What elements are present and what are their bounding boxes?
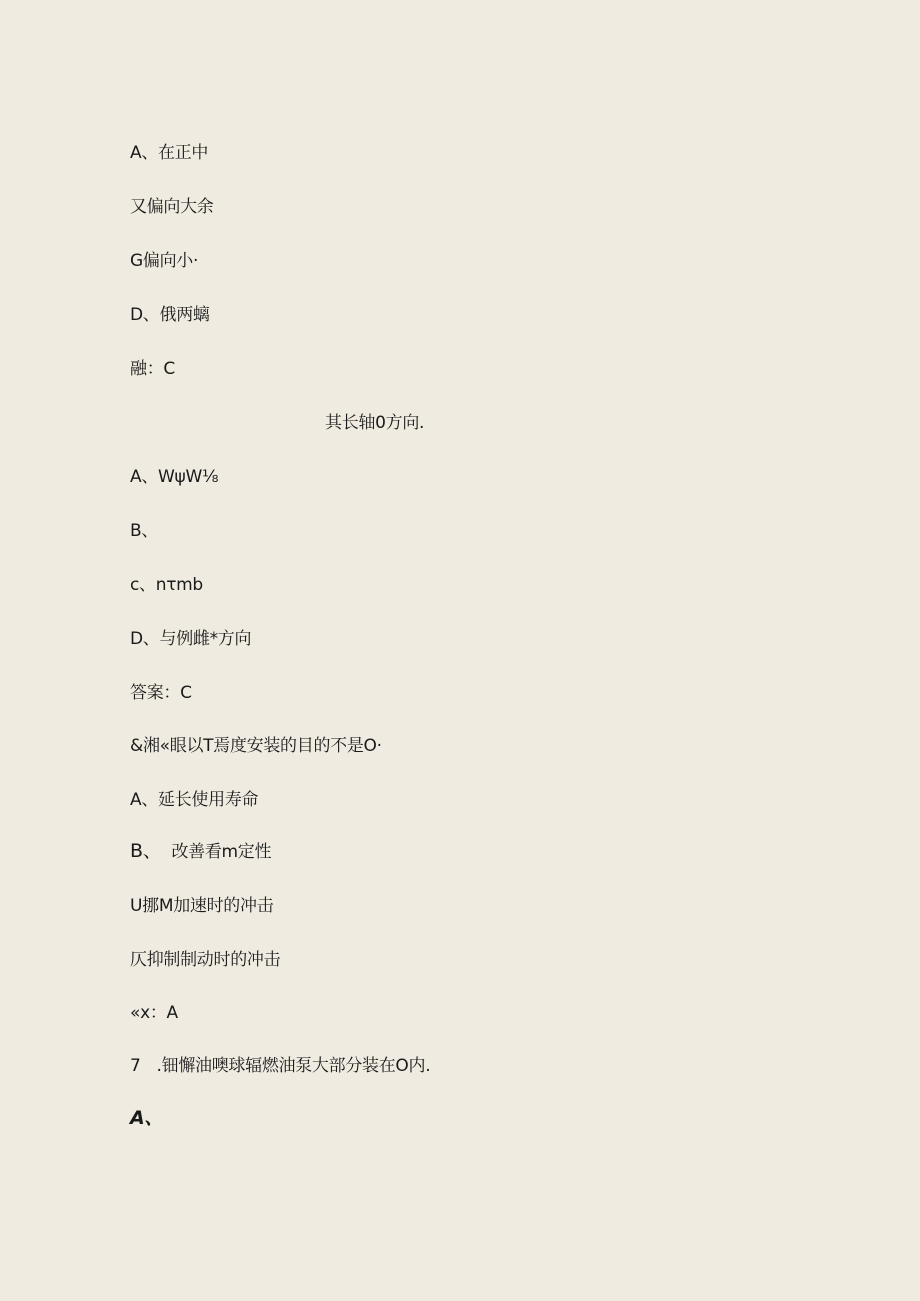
option-a-line: A、	[130, 1107, 164, 1129]
answer-line: 融：C	[130, 359, 175, 379]
option-c-line: U挪M加速时的冲击	[130, 896, 274, 916]
option-d-line: D、俄两螭	[130, 305, 210, 325]
question-text: 其长轴0方向.	[325, 413, 425, 433]
option-b-line	[130, 840, 271, 863]
option-a-line: A、在正中	[130, 143, 209, 163]
question-body: .钿懈油噢球辐燃油泵大部分装在O内.	[156, 1056, 431, 1076]
question-number: 7	[130, 1056, 141, 1076]
option-b-line: B、	[130, 521, 159, 541]
option-marker: B、	[130, 840, 162, 862]
question-text	[130, 1055, 430, 1077]
option-d-line: D、与例雌*方向	[130, 629, 252, 649]
answer-line: «x：A	[130, 1003, 178, 1023]
option-a-line: A、延长使用寿命	[130, 790, 259, 810]
option-text: 改善看m定性	[171, 842, 272, 862]
option-a-line: A、WψW⅛	[130, 467, 219, 487]
option-c-line: c、nτmb	[130, 575, 203, 595]
option-b-line: 又偏向大余	[130, 197, 214, 217]
option-c-line: G偏向小·	[130, 251, 199, 271]
question-text: &湘«眼以T焉度安装的目的不是O·	[130, 736, 382, 756]
answer-line: 答案：C	[130, 683, 192, 703]
option-d-line: 仄抑制制动时的冲击	[130, 950, 281, 970]
